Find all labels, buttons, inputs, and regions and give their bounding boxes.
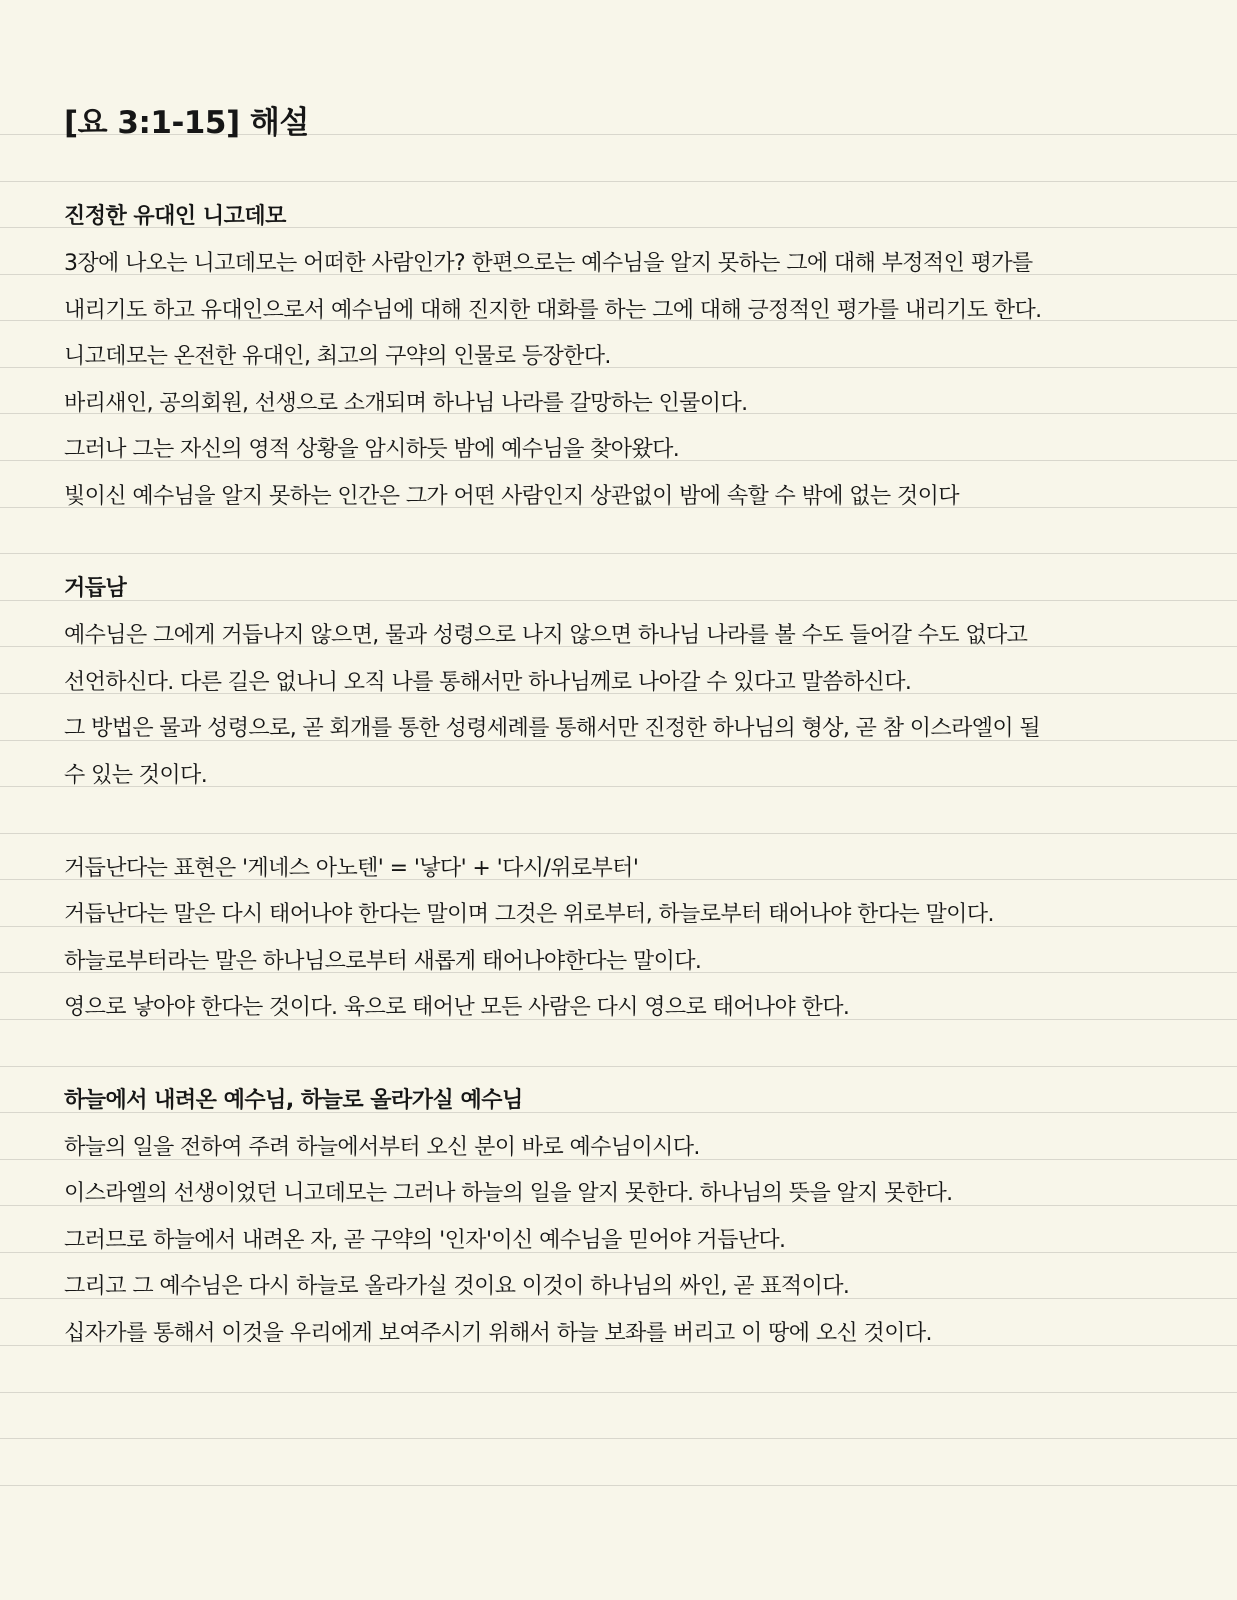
section-heading: 진정한 유대인 니고데모 bbox=[64, 204, 286, 229]
paragraph-line: 3장에 나오는 니고데모는 어떠한 사람인가? 한편으로는 예수님을 알지 못하는 그에 대해 부정적인 평가를 bbox=[64, 251, 1033, 276]
paragraph-line: 그 방법은 물과 성령으로, 곧 회개를 통한 성령세례를 통해서만 진정한 하나님의 형상, 곧 참 이스라엘이 될 bbox=[64, 716, 1041, 741]
paragraph-line: 하늘의 일을 전하여 주려 하늘에서부터 오신 분이 바로 예수님이시다. bbox=[64, 1135, 700, 1160]
paragraph-line: 그러나 그는 자신의 영적 상황을 암시하듯 밤에 예수님을 찾아왔다. bbox=[64, 437, 680, 462]
paragraph-line: 바리새인, 공의회원, 선생으로 소개되며 하나님 나라를 갈망하는 인물이다. bbox=[64, 391, 748, 416]
section-heading: 거듭남 bbox=[64, 576, 127, 601]
paragraph-line: 내리기도 하고 유대인으로서 예수님에 대해 진지한 대화를 하는 그에 대해 긍정적인 평가를 내리기도 한다. bbox=[64, 298, 1042, 323]
paragraph-line: 영으로 낳아야 한다는 것이다. 육으로 태어난 모든 사람은 다시 영으로 태어나야 한다. bbox=[64, 995, 850, 1020]
paragraph-line: 니고데모는 온전한 유대인, 최고의 구약의 인물로 등장한다. bbox=[64, 344, 611, 369]
paragraph-line: 선언하신다. 다른 길은 없나니 오직 나를 통해서만 하나님께로 나아갈 수 있다고 말씀하신다. bbox=[64, 670, 912, 695]
document-title: [요 3:1-15] 해설 bbox=[64, 105, 309, 141]
paragraph-line: 이스라엘의 선생이었던 니고데모는 그러나 하늘의 일을 알지 못한다. 하나님의 뜻을 알지 못한다. bbox=[64, 1181, 953, 1206]
paragraph-line: 거듭난다는 표현은 '게네스 아노텐' = '낳다' + '다시/위로부터' bbox=[64, 856, 639, 881]
paragraph-line: 빛이신 예수님을 알지 못하는 인간은 그가 어떤 사람인지 상관없이 밤에 속할 수 밖에 없는 것이다 bbox=[64, 484, 959, 509]
paragraph-line: 그러므로 하늘에서 내려온 자, 곧 구약의 '인자'이신 예수님을 믿어야 거듭난다. bbox=[64, 1228, 786, 1253]
section-heading: 하늘에서 내려온 예수님, 하늘로 올라가실 예수님 bbox=[64, 1088, 523, 1113]
paragraph-line: 십자가를 통해서 이것을 우리에게 보여주시기 위해서 하늘 보좌를 버리고 이 땅에 오신 것이다. bbox=[64, 1321, 932, 1346]
paragraph-line: 거듭난다는 말은 다시 태어나야 한다는 말이며 그것은 위로부터, 하늘로부터 태어나야 한다는 말이다. bbox=[64, 902, 994, 927]
paragraph-line: 예수님은 그에게 거듭나지 않으면, 물과 성령으로 나지 않으면 하나님 나라를 볼 수도 들어갈 수도 없다고 bbox=[64, 623, 1028, 648]
paragraph-line: 하늘로부터라는 말은 하나님으로부터 새롭게 태어나야한다는 말이다. bbox=[64, 949, 702, 974]
paragraph-line: 그리고 그 예수님은 다시 하늘로 올라가실 것이요 이것이 하나님의 싸인, 곧 표적이다. bbox=[64, 1274, 850, 1299]
paragraph-line: 수 있는 것이다. bbox=[64, 763, 208, 788]
